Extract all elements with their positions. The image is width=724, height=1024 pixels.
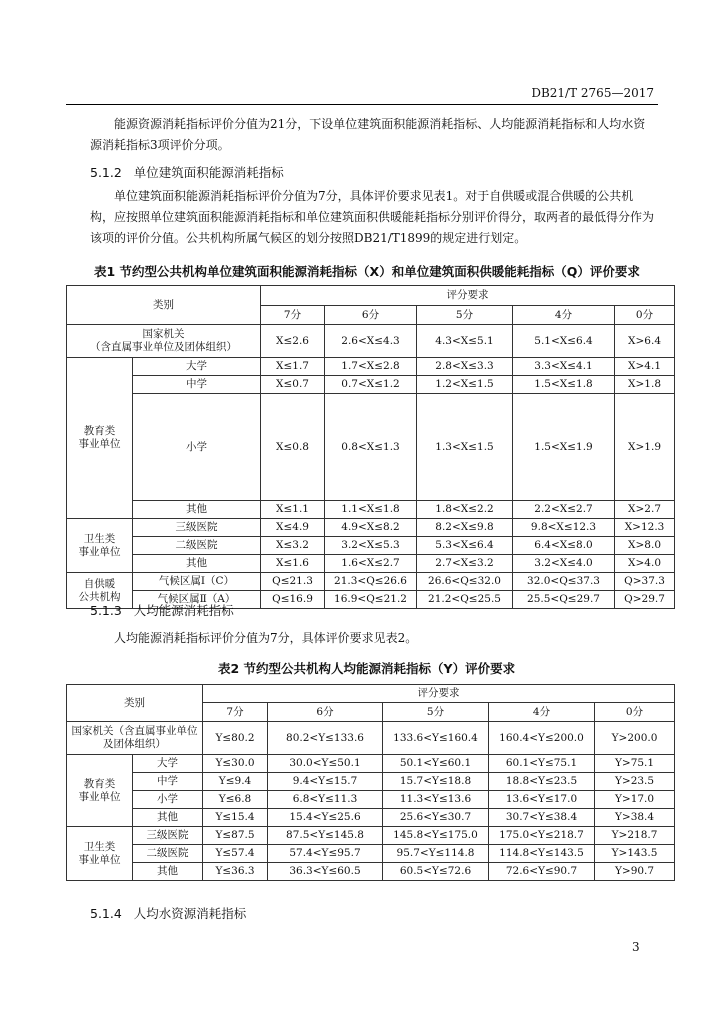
row-label: 气候区属Ⅱ（A） (133, 591, 261, 609)
table-cell: Y≤30.0 (203, 755, 268, 773)
table-row (67, 394, 675, 501)
table2-score-header: 6分 (268, 703, 383, 722)
table-cell: 0.8<X≤1.3 (325, 394, 417, 501)
table-cell: 36.3<Y≤60.5 (268, 863, 383, 881)
table-cell: 30.0<Y≤50.1 (268, 755, 383, 773)
section-5-1-2-body (90, 186, 656, 249)
table-cell: 1.5<X≤1.9 (513, 394, 615, 501)
table1-group-self-heating: 自供暖 公共机构 (67, 573, 133, 609)
table-cell: Y≤9.4 (203, 773, 268, 791)
table-cell: 18.8<Y≤23.5 (489, 773, 595, 791)
table-cell: Y≤6.8 (203, 791, 268, 809)
table-cell: X≤1.7 (261, 358, 325, 376)
table2-score-header: 5分 (383, 703, 489, 722)
row-label: 三级医院 (133, 519, 261, 537)
table-cell: 25.6<Y≤30.7 (383, 809, 489, 827)
table-cell: 1.5<X≤1.8 (513, 376, 615, 394)
table2-score-header: 4分 (489, 703, 595, 722)
table-row (67, 537, 675, 555)
row-label: 其他 (133, 555, 261, 573)
table-cell: Y>38.4 (595, 809, 675, 827)
table-cell: 9.4<Y≤15.7 (268, 773, 383, 791)
table-cell: 72.6<Y≤90.7 (489, 863, 595, 881)
table-cell: Y≤36.3 (203, 863, 268, 881)
table-cell: Y>200.0 (595, 722, 675, 755)
row-label: 大学 (133, 358, 261, 376)
row-label: 大学 (133, 755, 203, 773)
table-cell: 2.7<X≤3.2 (417, 555, 513, 573)
table2 (66, 684, 675, 881)
row-label: 其他 (133, 809, 203, 827)
table-cell: 21.2<Q≤25.5 (417, 591, 513, 609)
table-row (67, 755, 675, 773)
row-label: 小学 (133, 791, 203, 809)
intro-text: 能源资源消耗指标评价分值为21分，下设单位建筑面积能源消耗指标、人均能源消耗指标和人均水资源消耗指标3项评价分项。 (90, 117, 646, 152)
table-cell: X≤4.9 (261, 519, 325, 537)
row-label: 三级医院 (133, 827, 203, 845)
table-cell: Y>75.1 (595, 755, 675, 773)
table-cell: 6.4<X≤8.0 (513, 537, 615, 555)
table-row (67, 325, 675, 358)
table-cell: 11.3<Y≤13.6 (383, 791, 489, 809)
section-5-1-4-heading (90, 904, 246, 922)
table1-score-header: 0分 (615, 306, 675, 325)
table-cell: X≤3.2 (261, 537, 325, 555)
table-cell: 15.7<Y≤18.8 (383, 773, 489, 791)
table-cell: 160.4<Y≤200.0 (489, 722, 595, 755)
section-title: 人均能源消耗指标 (133, 603, 234, 618)
table-row (67, 863, 675, 881)
table-row (67, 573, 675, 591)
row-label: 其他 (133, 863, 203, 881)
table-cell: Y≤57.4 (203, 845, 268, 863)
table1-group-government: 国家机关 （含直属事业单位及团体组织） (67, 325, 261, 358)
table-cell: 0.7<X≤1.2 (325, 376, 417, 394)
table2-category-header: 类别 (67, 685, 203, 722)
table-cell: Y≤87.5 (203, 827, 268, 845)
table-cell: 1.1<X≤1.8 (325, 501, 417, 519)
section-5-1-2-text: 单位建筑面积能源消耗指标评价分值为7分，具体评价要求见表1。对于自供暖或混合供暖的公共机构，应按照单位建筑面积能源消耗指标和单位建筑面积供暖能耗指标分别评价得分，取两者的最低得分作为该项的评价分值。公共机构所属气候区的划分按照DB21/T1899的规定进行划定。 (90, 189, 655, 245)
section-5-1-3-heading (90, 601, 234, 619)
table1-score-header: 5分 (417, 306, 513, 325)
table2-score-header: 0分 (595, 703, 675, 722)
table-cell: 3.2<X≤4.0 (513, 555, 615, 573)
section-number: 5.1.4 (90, 906, 122, 921)
table-cell: Y>23.5 (595, 773, 675, 791)
table-cell: Y≤15.4 (203, 809, 268, 827)
table-cell: 87.5<Y≤145.8 (268, 827, 383, 845)
table-cell: 60.1<Y≤75.1 (489, 755, 595, 773)
standard-code: DB21/T 2765—2017 (531, 86, 654, 100)
table1-requirements-header: 评分要求 (261, 286, 675, 306)
table-cell: X>12.3 (615, 519, 675, 537)
row-label: 二级医院 (133, 845, 203, 863)
table-cell: 26.6<Q≤32.0 (417, 573, 513, 591)
page-number: 3 (632, 940, 640, 954)
table-cell: 80.2<Y≤133.6 (268, 722, 383, 755)
table1-score-header: 4分 (513, 306, 615, 325)
table-cell: 57.4<Y≤95.7 (268, 845, 383, 863)
row-label: 二级医院 (133, 537, 261, 555)
table-row (67, 809, 675, 827)
table-cell: 133.6<Y≤160.4 (383, 722, 489, 755)
table-cell: 1.7<X≤2.8 (325, 358, 417, 376)
table-cell: Y>218.7 (595, 827, 675, 845)
table-cell: 5.1<X≤6.4 (513, 325, 615, 358)
table-cell: Q>29.7 (615, 591, 675, 609)
table-cell: 2.2<X≤2.7 (513, 501, 615, 519)
table1-score-header: 7分 (261, 306, 325, 325)
table-cell: X>4.0 (615, 555, 675, 573)
table1-score-header: 6分 (325, 306, 417, 325)
table1-group-education: 教育类 事业单位 (67, 358, 133, 519)
table-cell: 2.6<X≤4.3 (325, 325, 417, 358)
row-label: 气候区属Ⅰ（C） (133, 573, 261, 591)
table-cell: X>2.7 (615, 501, 675, 519)
table-cell: 4.9<X≤8.2 (325, 519, 417, 537)
table-row (67, 519, 675, 537)
row-label: 其他 (133, 501, 261, 519)
table-cell: Q>37.3 (615, 573, 675, 591)
table-cell: 3.2<X≤5.3 (325, 537, 417, 555)
table-cell: 21.3<Q≤26.6 (325, 573, 417, 591)
table-row (67, 555, 675, 573)
table-cell: 145.8<Y≤175.0 (383, 827, 489, 845)
table-cell: 4.3<X≤5.1 (417, 325, 513, 358)
table-cell: X≤2.6 (261, 325, 325, 358)
row-label: 中学 (133, 376, 261, 394)
section-title: 人均水资源消耗指标 (133, 906, 247, 921)
table-cell: 13.6<Y≤17.0 (489, 791, 595, 809)
table-cell: 114.8<Y≤143.5 (489, 845, 595, 863)
table-cell: 5.3<X≤6.4 (417, 537, 513, 555)
section-5-1-2-heading (90, 163, 284, 181)
table-row (67, 773, 675, 791)
table-cell: 15.4<Y≤25.6 (268, 809, 383, 827)
table-cell: Y>143.5 (595, 845, 675, 863)
table-row (67, 845, 675, 863)
table1-category-header: 类别 (67, 286, 261, 325)
section-title: 单位建筑面积能源消耗指标 (133, 165, 284, 180)
table2-caption: 表2 节约型公共机构人均能源消耗指标（Y）评价要求 (218, 661, 516, 676)
table2-group-government: 国家机关（含直属事业单位及团体组织） (67, 722, 203, 755)
table-cell: 8.2<X≤9.8 (417, 519, 513, 537)
table-row (67, 501, 675, 519)
header-rule (66, 104, 658, 105)
table-cell: 16.9<Q≤21.2 (325, 591, 417, 609)
table1-caption: 表1 节约型公共机构单位建筑面积能源消耗指标（X）和单位建筑面积供暖能耗指标（Q）评价要求 (94, 264, 640, 279)
section-number: 5.1.2 (90, 165, 122, 180)
table-cell: 95.7<Y≤114.8 (383, 845, 489, 863)
section-number: 5.1.3 (90, 603, 122, 618)
section-5-1-3-body (90, 628, 656, 649)
table-row (67, 827, 675, 845)
table-cell: 3.3<X≤4.1 (513, 358, 615, 376)
table-cell: X>4.1 (615, 358, 675, 376)
table-cell: Y>90.7 (595, 863, 675, 881)
section-5-1-3-text: 人均能源消耗指标评价分值为7分，具体评价要求见表2。 (114, 631, 418, 645)
table-cell: 50.1<Y≤60.1 (383, 755, 489, 773)
table1-group-health: 卫生类 事业单位 (67, 519, 133, 573)
table-row (67, 376, 675, 394)
table-row (67, 358, 675, 376)
table-cell: X≤1.6 (261, 555, 325, 573)
table-cell: X>8.0 (615, 537, 675, 555)
row-label: 中学 (133, 773, 203, 791)
table-row (67, 722, 675, 755)
table-cell: 1.2<X≤1.5 (417, 376, 513, 394)
table-cell: Q≤16.9 (261, 591, 325, 609)
row-label: 小学 (133, 394, 261, 501)
table-cell: 175.0<Y≤218.7 (489, 827, 595, 845)
table-cell: 30.7<Y≤38.4 (489, 809, 595, 827)
table-cell: 6.8<Y≤11.3 (268, 791, 383, 809)
table-cell: Y≤80.2 (203, 722, 268, 755)
table-cell: X≤0.8 (261, 394, 325, 501)
table-cell: X>6.4 (615, 325, 675, 358)
table-cell: 60.5<Y≤72.6 (383, 863, 489, 881)
table-row (67, 791, 675, 809)
table-cell: Q≤21.3 (261, 573, 325, 591)
table-cell: 2.8<X≤3.3 (417, 358, 513, 376)
table2-score-header: 7分 (203, 703, 268, 722)
table-cell: 1.6<X≤2.7 (325, 555, 417, 573)
table-cell: 32.0<Q≤37.3 (513, 573, 615, 591)
table-cell: 1.3<X≤1.5 (417, 394, 513, 501)
table-cell: X>1.8 (615, 376, 675, 394)
table-cell: X>1.9 (615, 394, 675, 501)
table2-requirements-header: 评分要求 (203, 685, 675, 703)
table-cell: 9.8<X≤12.3 (513, 519, 615, 537)
table-cell: 1.8<X≤2.2 (417, 501, 513, 519)
table2-group-education: 教育类 事业单位 (67, 755, 133, 827)
table2-group-health: 卫生类 事业单位 (67, 827, 133, 881)
table-cell: X≤0.7 (261, 376, 325, 394)
table-cell: X≤1.1 (261, 501, 325, 519)
table-cell: Y>17.0 (595, 791, 675, 809)
table-cell: 25.5<Q≤29.7 (513, 591, 615, 609)
table1 (66, 285, 675, 609)
intro-paragraph (90, 114, 656, 156)
